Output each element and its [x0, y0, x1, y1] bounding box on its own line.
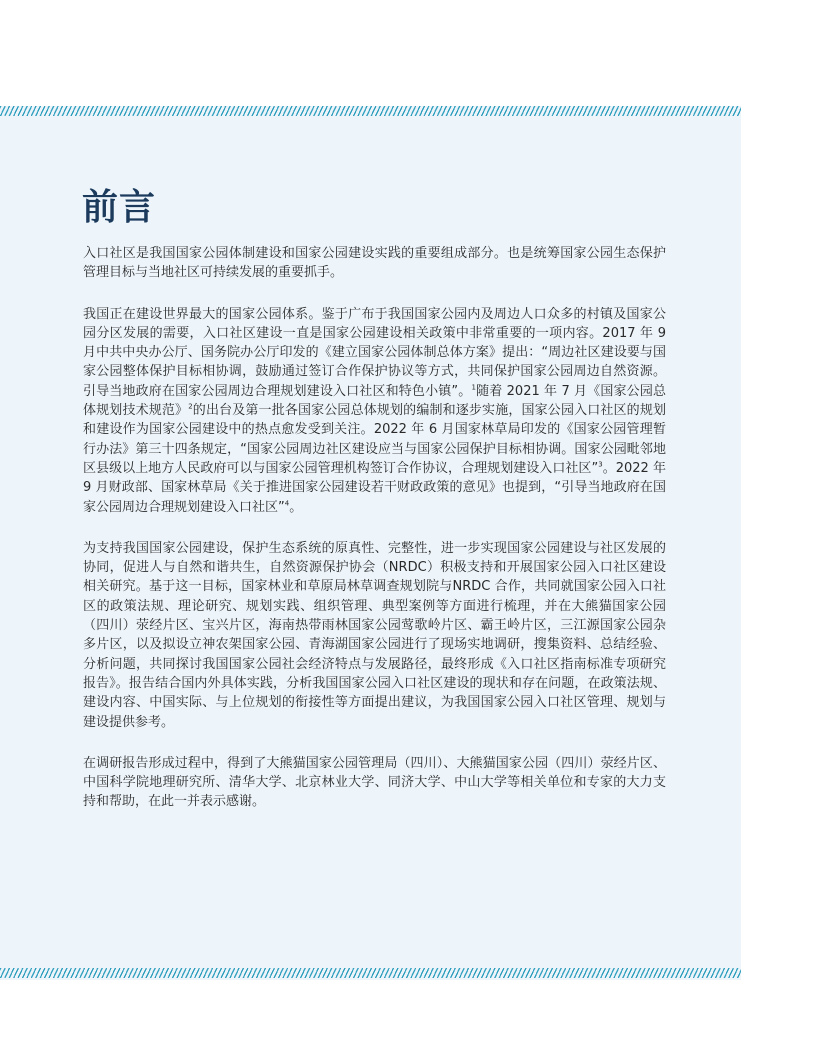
paragraph-2-part-3: 的出台及第一批各国家公园总体规划的编制和逐步实施，国家公园入口社区的规划和建设作为国家公园建设中的热点愈发受到关注。2022 年 6 月国家林草局印发的《国家公园管理暂行办法》第三十四条规定，“国家公园周边社区建设应当与国家公园保护目标相协调。国家公园毗邻地区县级以上地方人民政府可以与国家公园管理机构签订合作协议，合理规划建设入口社区”	[83, 403, 666, 476]
paragraph-1: 入口社区是我国国家公园体制建设和国家公园建设实践的重要组成部分。也是统筹国家公园生态保护管理目标与当地社区可持续发展的重要抓手。	[83, 246, 666, 281]
footnote-ref-2: 2	[188, 402, 193, 411]
paragraph-3: 为支持我国国家公园建设，保护生态系统的原真性、完整性，进一步实现国家公园建设与社区发展的协同，促进人与自然和谐共生，自然资源保护协会（NRDC）积极支持和开展国家公园入口社区建设相关研究。基于这一目标，国家林业和草原局林草调查规划院与NRDC 合作，共同就国家公园入口社区的政策法规、理论研究、规划实践、组织管理、典型案例等方面进行梳理，并在大熊猫国家公园（四川）荥经片区、宝兴片区，海南热带雨林国家公园莺歌岭片区、霸王岭片区，三江源国家公园杂多片区，以及拟设立神农架国家公园、青海湖国家公园进行了现场实地调研，搜集资料、总结经验、分析问题，共同探讨我国国家公园社会经济特点与发展路径，最终形成《入口社区指南标准专项研究报告》。报告结合国内外具体实践，分析我国国家公园入口社区建设的现状和存在问题，在政策法规、建设内容、中国实际、与上位规划的衔接性等方面提出建议，为我国国家公园入口社区管理、规划与建设提供参考。	[83, 540, 666, 730]
paragraph-2-part-4: 。2022 年 9 月财政部、国家林草局《关于推进国家公园建设若干财政政策的意见》也提到，“引导当地政府在国家公园周边合理规划建设入口社区”	[83, 460, 666, 515]
paragraph-2-part-2: 随着 2021 年 7 月《国家公园总体规划技术规范》	[83, 383, 666, 419]
page-title: 前言	[82, 187, 157, 228]
footnote-ref-1: 1	[471, 383, 476, 392]
top-hatch-divider	[0, 106, 741, 116]
footnote-ref-3: 3	[598, 460, 603, 469]
paragraph-2-part-1: 我国正在建设世界最大的国家公园体系。鉴于广布于我国国家公园内及周边人口众多的村镇及国家公园分区发展的需要，入口社区建设一直是国家公园建设相关政策中非常重要的一项内容。2017 年 9 月中共中央办公厅、国务院办公厅印发的《建立国家公园体制总体方案》提出：“周边社区建设要与国家公园整体保护目标相协调，鼓励通过签订合作保护协议等方式，共同保护国家公园周边自然资源。引导当地政府在国家公园周边合理规划建设入口社区和特色小镇”。	[83, 306, 666, 399]
footnote-ref-4: 4	[284, 499, 290, 508]
preface-body	[83, 244, 666, 834]
paragraph-4: 在调研报告形成过程中，得到了大熊猫国家公园管理局（四川）、大熊猫国家公园（四川）荥经片区、中国科学院地理研究所、清华大学、北京林业大学、同济大学、中山大学等相关单位和专家的大力支持和帮助，在此一并表示感谢。	[83, 755, 666, 810]
bottom-hatch-divider	[0, 968, 741, 978]
paragraph-2	[83, 305, 666, 517]
paragraph-2-part-5: 。	[289, 499, 303, 515]
